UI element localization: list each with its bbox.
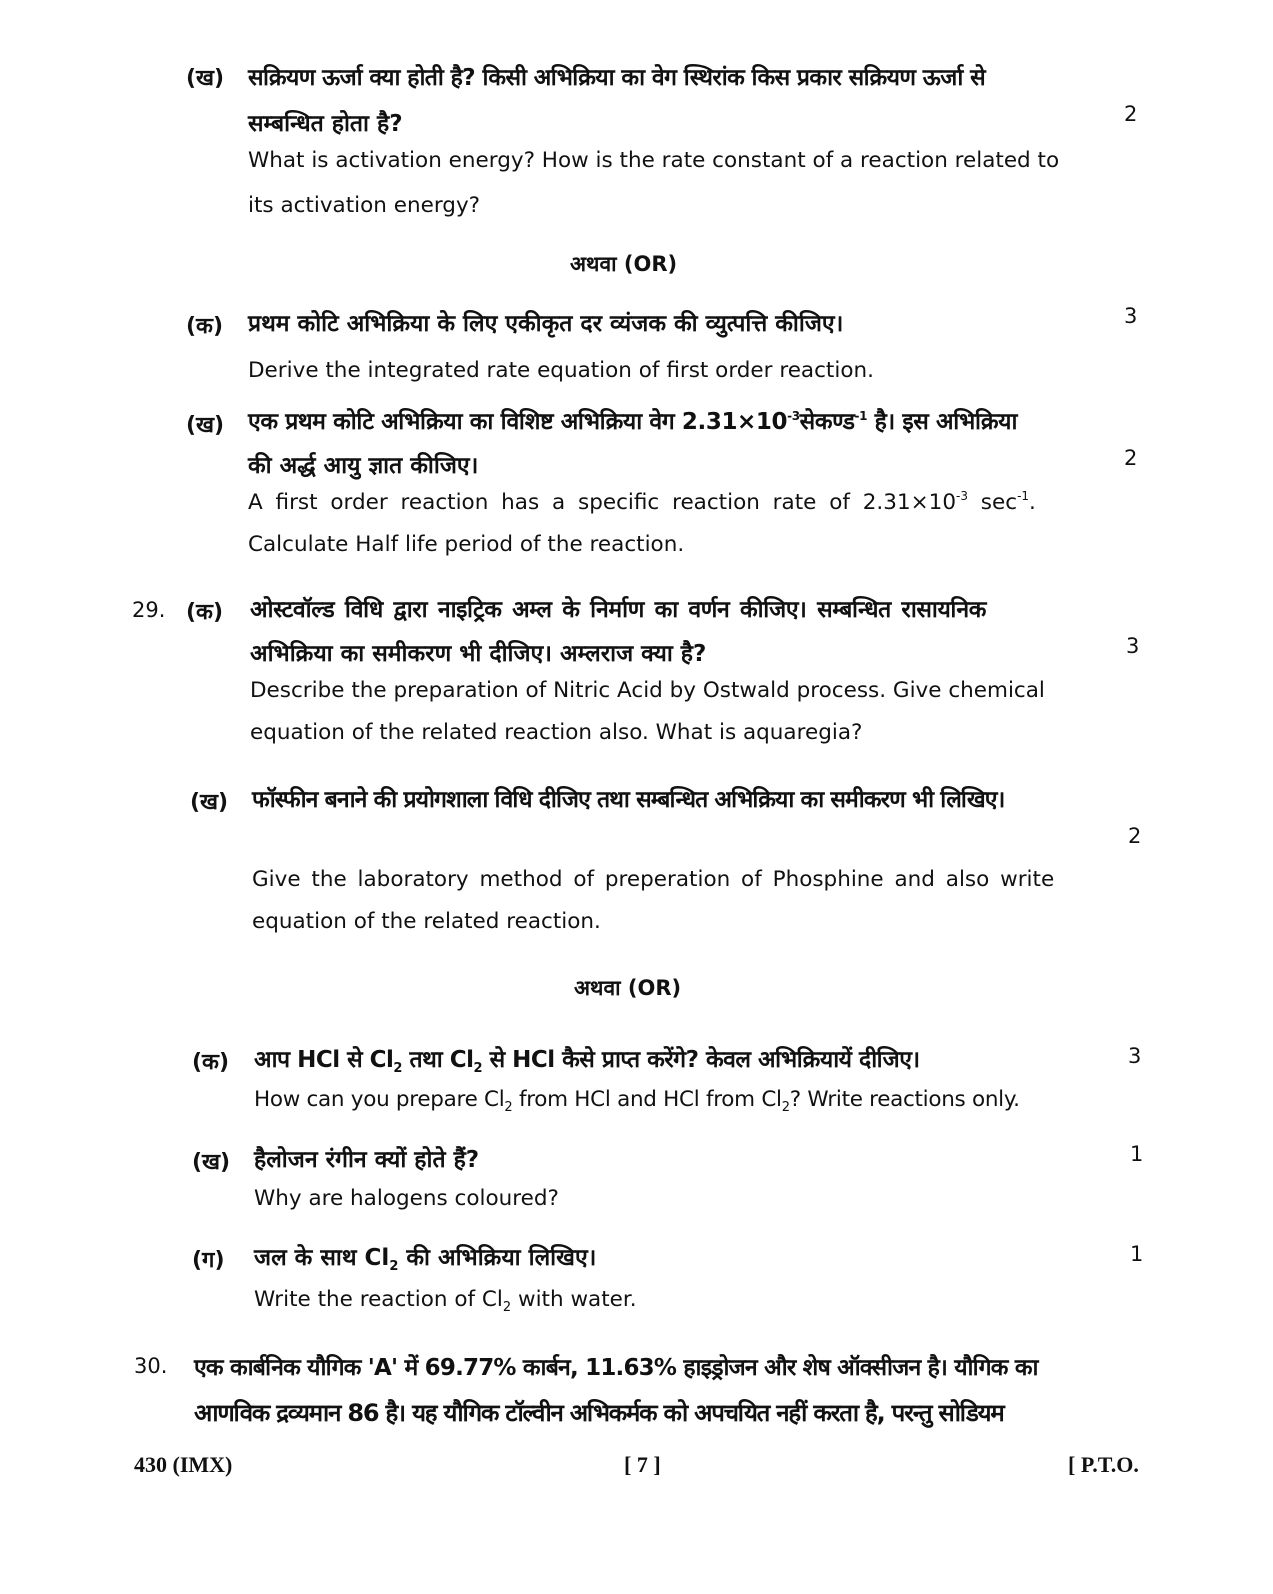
- q28or-a-marks: 3: [1124, 304, 1138, 328]
- q29a-english-line2: equation of the related reaction also. What is aquaregia?: [250, 720, 863, 745]
- or-heading-1: अथवा (OR): [570, 252, 678, 276]
- q29b-hindi-line1: फॉस्फीन बनाने की प्रयोगशाला विधि दीजिए तथा सम्बन्धित अभिक्रिया का समीकरण भी लिखिए।: [252, 787, 1005, 813]
- q29or-b-english-line1: Why are halogens coloured?: [254, 1186, 559, 1211]
- q28b-label: (ख): [186, 66, 225, 91]
- q29-number: 29.: [132, 598, 166, 622]
- pto-label: [ P.T.O.: [1068, 1452, 1139, 1477]
- q28or-a-hindi-line1: प्रथम कोटि अभिक्रिया के लिए एकीकृत दर व्यंजक की व्युत्पत्ति कीजिए।: [248, 311, 844, 337]
- q28b-hindi-line2: सम्बन्धित होता है?: [248, 111, 403, 137]
- q28or-b-english-line1: A first order reaction has a specific reaction rate of $2.31\times 10^{-3}$ $\sec^{-1}$.: [248, 489, 1036, 515]
- q30-hindi-line1: एक कार्बनिक यौगिक 'A' में 69.77% कार्बन, 11.63% हाइड्रोजन और शेष ऑक्सीजन है। यौगिक का: [194, 1355, 1038, 1381]
- q29b-english-line1: Give the laboratory method of preperation of Phosphine and also write: [252, 867, 1055, 892]
- q30-number: 30.: [134, 1354, 168, 1378]
- q30-hindi-line2: आणविक द्रव्यमान 86 है। यह यौगिक टॉल्वीन अभिकर्मक को अपचयित नहीं करता है, परन्तु सोडियम: [194, 1399, 1004, 1427]
- q28or-b-marks: 2: [1124, 446, 1138, 470]
- q28b-hindi-line1: सक्रियण ऊर्जा क्या होती है? किसी अभिक्रिया का वेग स्थिरांक किस प्रकार सक्रियण ऊर्जा से: [248, 65, 986, 91]
- q29b-label: (ख): [190, 790, 229, 815]
- q29a-label: (क): [186, 600, 224, 625]
- q29a-hindi-line2: अभिक्रिया का समीकरण भी दीजिए। अम्लराज क्या है?: [250, 641, 707, 667]
- q28or-b-hindi-line2: की अर्द्ध आयु ज्ञात कीजिए।: [248, 453, 479, 479]
- q28or-b-label: (ख): [186, 413, 225, 438]
- q29or-a-english-line1: How can you prepare $Cl_2$ from HCl and HCl from $Cl_2$? Write reactions only.: [254, 1087, 1020, 1115]
- q29or-c-label: (ग): [192, 1248, 225, 1273]
- page-number: [ 7 ]: [624, 1452, 661, 1477]
- q29or-b-label: (ख): [192, 1150, 231, 1175]
- paper-code: 430 (IMX): [134, 1452, 233, 1477]
- q29or-a-label: (क): [192, 1050, 230, 1075]
- q29or-c-english-line1: Write the reaction of $Cl_2$ with water.: [254, 1287, 637, 1315]
- q28or-a-label: (क): [186, 314, 224, 339]
- q29a-marks: 3: [1126, 634, 1140, 658]
- q29b-english-line2: equation of the related reaction.: [252, 909, 601, 934]
- q29a-english-line1: Describe the preparation of Nitric Acid by Ostwald process. Give chemical: [250, 678, 1045, 703]
- q29or-c-marks: 1: [1130, 1242, 1144, 1266]
- or-heading-2: अथवा (OR): [574, 976, 682, 1000]
- q28b-english-line1: What is activation energy? How is the rate constant of a reaction related to: [248, 148, 1060, 173]
- q29or-b-marks: 1: [1130, 1142, 1144, 1166]
- q28b-english-line2: its activation energy?: [248, 193, 481, 218]
- q29or-b-hindi-line1: हैलोजन रंगीन क्यों होते हैं?: [254, 1147, 480, 1173]
- q28or-a-english-line1: Derive the integrated rate equation of first order reaction.: [248, 358, 874, 383]
- q28or-b-english-line2: Calculate Half life period of the reaction.: [248, 532, 685, 557]
- q29a-hindi-line1: ओस्टवॉल्ड विधि द्वारा नाइट्रिक अम्ल के निर्माण का वर्णन कीजिए। सम्बन्धित रासायनिक: [250, 597, 987, 623]
- q29or-c-hindi-line1: जल के साथ $Cl_2$ की अभिक्रिया लिखिए।: [254, 1245, 597, 1274]
- q29or-a-marks: 3: [1128, 1044, 1142, 1068]
- q28or-b-hindi-line1: एक प्रथम कोटि अभिक्रिया का विशिष्ट अभिक्रिया वेग $2.31\times 10^{-3}सेकण्ड^{-1}$ है। इस अभिक्रिया: [248, 409, 1018, 435]
- q29or-a-hindi-line1: आप HCl से $Cl_2$ तथा $Cl_2$ से HCl कैसे प्राप्त करेंगे? केवल अभिक्रियायें दीजिए।: [254, 1047, 920, 1076]
- q29b-marks: 2: [1128, 824, 1142, 848]
- q28b-marks: 2: [1124, 102, 1138, 126]
